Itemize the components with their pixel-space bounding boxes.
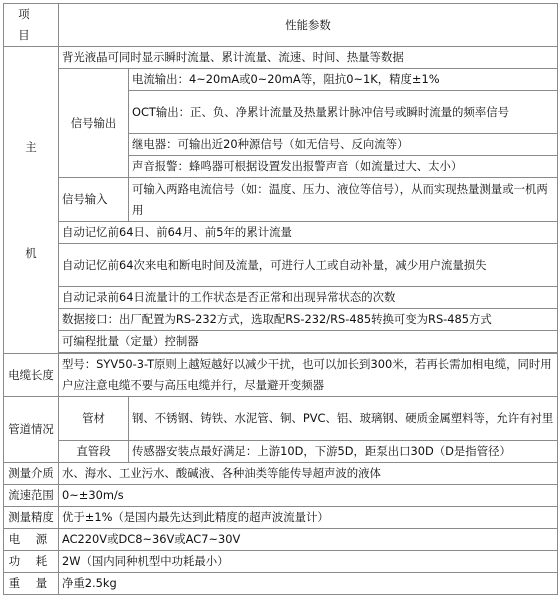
memory-row-1: 自动记忆前64日、前64月、前5年的累计流量	[59, 222, 558, 244]
table-row	[4, 441, 558, 463]
main-host-label-top: 主	[25, 139, 37, 154]
weight-label: 重 量	[4, 573, 59, 595]
main-host-label-gap	[7, 158, 55, 243]
velocity-label: 流速范围	[4, 485, 59, 507]
table-row	[4, 573, 558, 595]
memory-row-3: 自动记录前64日流量计的工作状态是否正常和出现异常状态的次数	[59, 287, 558, 309]
header-item: 项 目	[4, 4, 59, 47]
main-host-label	[4, 47, 59, 354]
table-row	[4, 178, 558, 222]
memory-row-2: 自动记忆前64次来电和断电时间及流量，可进行人工或自动补量，减少用户流量损失	[59, 244, 558, 287]
header-params: 性能参数	[59, 4, 558, 47]
spec-table	[3, 3, 558, 595]
signal-output-relay: 继电器：可输出近20种源信号（如无信号、反向流等）	[129, 134, 558, 156]
pipe-straight: 传感器安装点最好满足：上游10D，下游5D，距泵出口30D（D是指管径）	[129, 441, 558, 463]
table-row	[4, 309, 558, 331]
signal-output-oct: OCT输出：正、负、净累计流量及热量累计脉冲信号或瞬时流量的频率信号	[129, 91, 558, 134]
table-row	[4, 529, 558, 551]
pipe-material: 钢、不锈钢、铸铁、水泥管、铜、PVC、铝、玻璃钢、硬质金属塑料等，允许有衬里	[129, 397, 558, 441]
signal-input-label: 信号输入	[59, 178, 129, 222]
cable-label: 电缆长度	[4, 354, 59, 397]
consumption-value: 2W（国内同种机型中功耗最小）	[59, 551, 558, 573]
signal-input-text: 可输入两路电流信号（如：温度、压力、液位等信号），从而实现热量测量或一机两用	[129, 178, 558, 222]
table-row	[4, 397, 558, 441]
interface-row: 数据接口：出厂配置为RS-232方式，选取配RS-232/RS-485转换可变为RS-485方式	[59, 309, 558, 331]
weight-value: 净重2.5kg	[59, 573, 558, 595]
table-row	[4, 69, 558, 91]
main-host-label-bottom: 机	[25, 245, 37, 260]
table-row	[4, 222, 558, 244]
table-row	[4, 507, 558, 529]
table-row	[4, 485, 558, 507]
velocity-value: 0~±30m/s	[59, 485, 558, 507]
pipe-label: 管道情况	[4, 397, 59, 463]
table-row	[4, 551, 558, 573]
table-row	[4, 47, 558, 69]
table-row	[4, 354, 558, 397]
consumption-label: 功 耗	[4, 551, 59, 573]
power-label: 电 源	[4, 529, 59, 551]
pipe-material-label: 管材	[59, 397, 129, 441]
signal-output-label: 信号输出	[59, 69, 129, 178]
controller-row: 可编程批量（定量）控制器	[59, 331, 558, 353]
signal-output-current: 电流输出：4~20mA或0~20mA等，阻抗0~1K，精度±1%	[129, 69, 558, 91]
medium-label: 测量介质	[4, 463, 59, 485]
cable-text: 型号：SYV50-3-T原则上越短越好以减少干扰，也可以加长到300米，若再长需加相电缆，同时用户应注意电缆不要与高压电缆并行，尽量避开变频器	[59, 354, 558, 397]
table-row	[4, 463, 558, 485]
medium-value: 水、海水、工业污水、酸碱液、各种油类等能传导超声波的液体	[59, 463, 558, 485]
table-row	[4, 331, 558, 353]
pipe-straight-label: 直管段	[59, 441, 129, 463]
accuracy-value: 优于±1%（是国内最先达到此精度的超声波流量计）	[59, 507, 558, 529]
power-value: AC220V或DC8~36V或AC7~30V	[59, 529, 558, 551]
table-row	[4, 244, 558, 287]
table-row	[4, 287, 558, 309]
header-row	[4, 4, 558, 47]
display-cell: 背光液晶可同时显示瞬时流量、累计流量、流速、时间、热量等数据	[59, 47, 558, 69]
signal-output-alarm: 声音报警：蜂鸣器可根据设置发出报警声音（如流量过大、太小）	[129, 156, 558, 178]
accuracy-label: 测量精度	[4, 507, 59, 529]
